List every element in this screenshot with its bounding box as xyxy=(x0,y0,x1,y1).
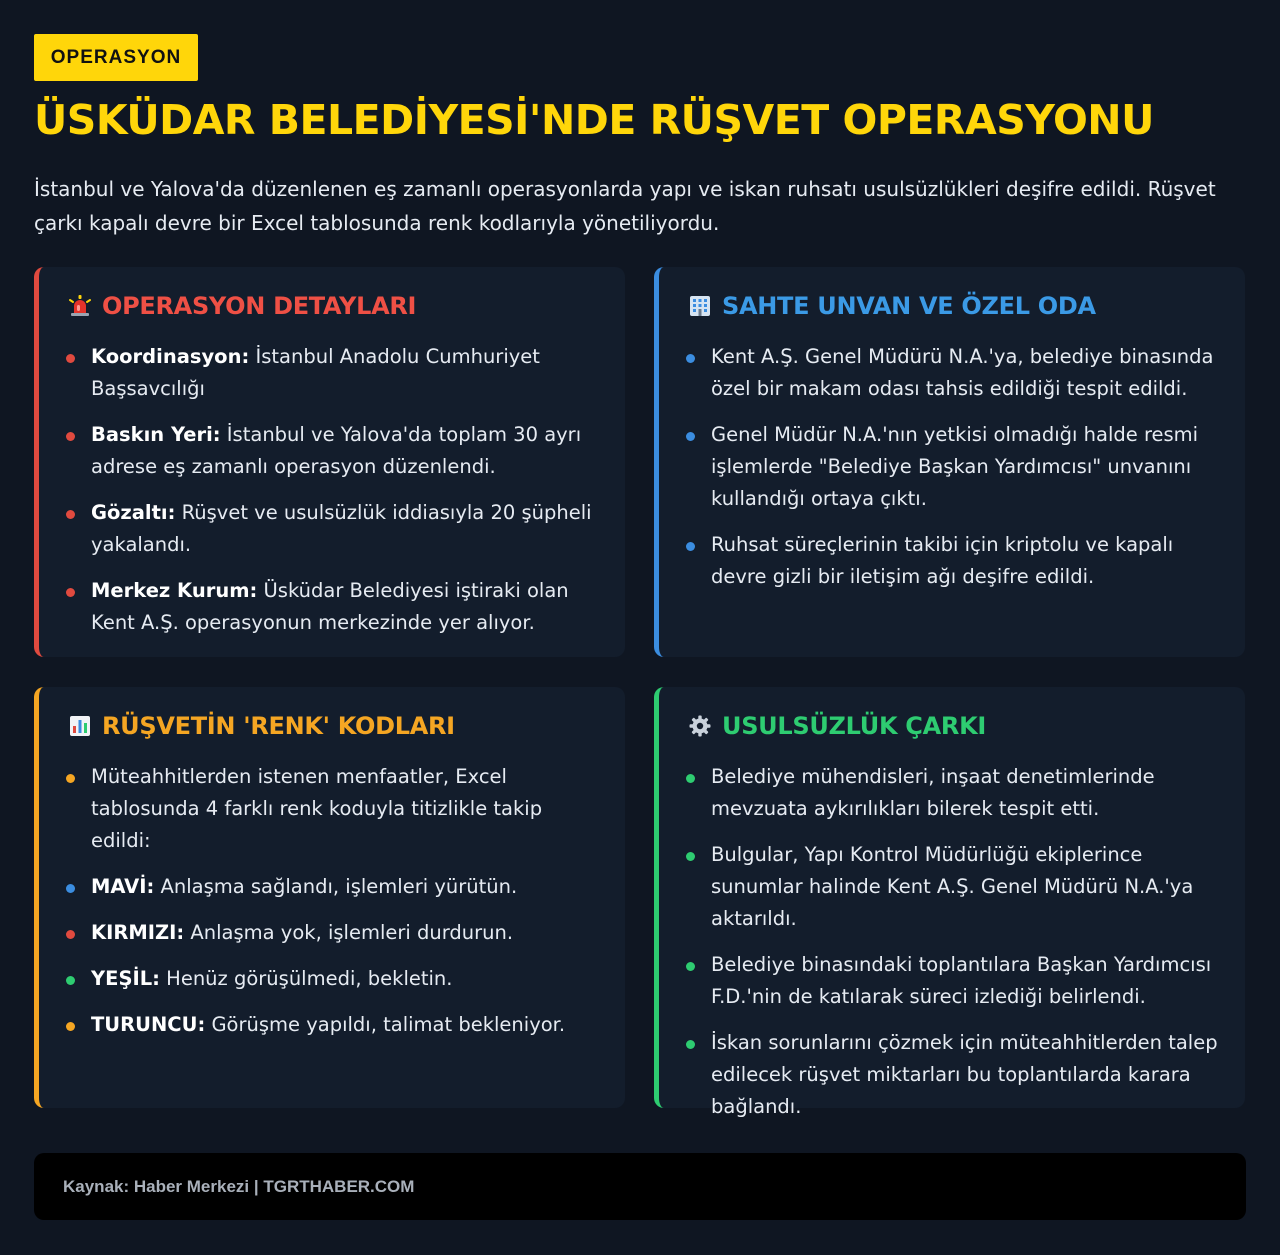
bullet-dot xyxy=(66,432,75,441)
bullet-dot xyxy=(686,852,695,861)
detail-list xyxy=(686,761,1219,1123)
card-title: OPERASYON DETAYLARI xyxy=(102,292,417,320)
item-label: YEŞİL: xyxy=(91,967,160,990)
page-title: ÜSKÜDAR BELEDİYESİ'NDE RÜŞVET OPERASYONU xyxy=(34,96,1154,144)
item-label: KIRMIZI: xyxy=(91,921,185,944)
card-fake-title xyxy=(654,267,1245,657)
list-item xyxy=(66,1009,599,1041)
card-irregularity-wheel xyxy=(654,687,1245,1118)
office-building-icon xyxy=(686,294,714,318)
item-text: Anlaşma sağlandı, işlemleri yürütün. xyxy=(154,875,518,898)
card-header xyxy=(66,711,599,741)
card-title: USULSÜZLÜK ÇARKI xyxy=(722,712,987,740)
item-label: Koordinasyon: xyxy=(91,345,250,368)
list-item xyxy=(686,1027,1219,1123)
source-footer: Kaynak: Haber Merkezi | TGRTHABER.COM xyxy=(34,1153,1246,1220)
item-text: Bulgular, Yapı Kontrol Müdürlüğü ekiplerince sunumlar halinde Kent A.Ş. Genel Müdürü N.A.'ya aktarıldı. xyxy=(711,843,1194,930)
card-operation-details xyxy=(34,267,625,657)
list-item xyxy=(66,871,599,903)
item-label: TURUNCU: xyxy=(91,1013,206,1036)
bullet-dot xyxy=(66,976,75,985)
bullet-dot xyxy=(66,588,75,597)
item-text: Kent A.Ş. Genel Müdürü N.A.'ya, belediye binasında özel bir makam odası tahsis edildiği tespit edildi. xyxy=(711,345,1214,400)
card-color-codes xyxy=(34,687,625,1108)
detail-list xyxy=(66,341,599,639)
bullet-dot xyxy=(66,1022,75,1031)
siren-icon xyxy=(66,294,94,318)
bullet-dot xyxy=(686,432,695,441)
bullet-dot xyxy=(686,774,695,783)
detail-list xyxy=(66,761,599,1041)
bar-chart-icon xyxy=(66,714,94,738)
card-header xyxy=(686,711,1219,741)
item-label: Gözaltı: xyxy=(91,501,176,524)
item-text: Ruhsat süreçlerinin takibi için kriptolu ve kapalı devre gizli bir iletişim ağı deşifre edildi. xyxy=(711,533,1174,588)
bullet-dot xyxy=(66,510,75,519)
bullet-dot xyxy=(66,774,75,783)
intro-text: İstanbul ve Yalova'da düzenlenen eş zamanlı operasyonlarda yapı ve iskan ruhsatı usulsüzlükleri deşifre edildi. Rüşvet çarkı kapalı devre bir Excel tablosunda renk kodlarıyla yönetiliyordu. xyxy=(34,177,1216,235)
gear-icon xyxy=(686,714,714,738)
list-item xyxy=(66,419,599,483)
list-item xyxy=(686,761,1219,825)
item-text: İstanbul ve Yalova'da toplam 30 ayrı adrese eş zamanlı operasyon düzenlendi. xyxy=(91,423,582,478)
item-text: Belediye binasındaki toplantılara Başkan Yardımcısı F.D.'nin de katılarak süreci izlediği belirlendi. xyxy=(711,953,1212,1008)
list-item xyxy=(66,497,599,561)
list-item xyxy=(66,341,599,405)
item-text: Görüşme yapıldı, talimat bekleniyor. xyxy=(205,1013,566,1036)
detail-list xyxy=(686,341,1219,593)
list-item xyxy=(66,917,599,949)
item-text: Belediye mühendisleri, inşaat denetimlerinde mevzuata aykırılıkları bilerek tespit etti. xyxy=(711,765,1155,820)
item-label: MAVİ: xyxy=(91,875,155,898)
item-text: İskan sorunlarını çözmek için müteahhitlerden talep edilecek rüşvet miktarları bu toplantılarda karara bağlandı. xyxy=(711,1031,1218,1118)
list-item xyxy=(686,341,1219,405)
bullet-dot xyxy=(686,542,695,551)
item-text: Müteahhitlerden istenen menfaatler, Excel tablosunda 4 farklı renk koduyla titizlikle takip edildi: xyxy=(91,765,543,852)
item-text: Henüz görüşülmedi, bekletin. xyxy=(159,967,453,990)
bullet-dot xyxy=(66,884,75,893)
bullet-dot xyxy=(66,930,75,939)
category-badge: OPERASYON xyxy=(34,34,198,81)
list-item xyxy=(686,839,1219,935)
card-title: SAHTE UNVAN VE ÖZEL ODA xyxy=(722,292,1096,320)
bullet-dot xyxy=(686,354,695,363)
bullet-dot xyxy=(686,1040,695,1049)
card-header xyxy=(686,291,1219,321)
bullet-dot xyxy=(66,354,75,363)
item-text: Üsküdar Belediyesi iştiraki olan Kent A.Ş. operasyonun merkezinde yer alıyor. xyxy=(91,579,569,634)
bullet-dot xyxy=(686,962,695,971)
list-item xyxy=(686,419,1219,515)
item-text: İstanbul Anadolu Cumhuriyet Başsavcılığı xyxy=(91,345,540,400)
list-item xyxy=(66,761,599,857)
list-item xyxy=(686,949,1219,1013)
list-item xyxy=(66,963,599,995)
item-label: Baskın Yeri: xyxy=(91,423,221,446)
item-text: Genel Müdür N.A.'nın yetkisi olmadığı halde resmi işlemlerde "Belediye Başkan Yardımcısı" unvanını kullandığı ortaya çıktı. xyxy=(711,423,1199,510)
list-item xyxy=(686,529,1219,593)
card-title: RÜŞVETİN 'RENK' KODLARI xyxy=(102,712,455,740)
item-text: Rüşvet ve usulsüzlük iddiasıyla 20 şüpheli yakalandı. xyxy=(91,501,592,556)
card-header xyxy=(66,291,599,321)
item-label: Merkez Kurum: xyxy=(91,579,258,602)
item-text: Anlaşma yok, işlemleri durdurun. xyxy=(184,921,514,944)
list-item xyxy=(66,575,599,639)
